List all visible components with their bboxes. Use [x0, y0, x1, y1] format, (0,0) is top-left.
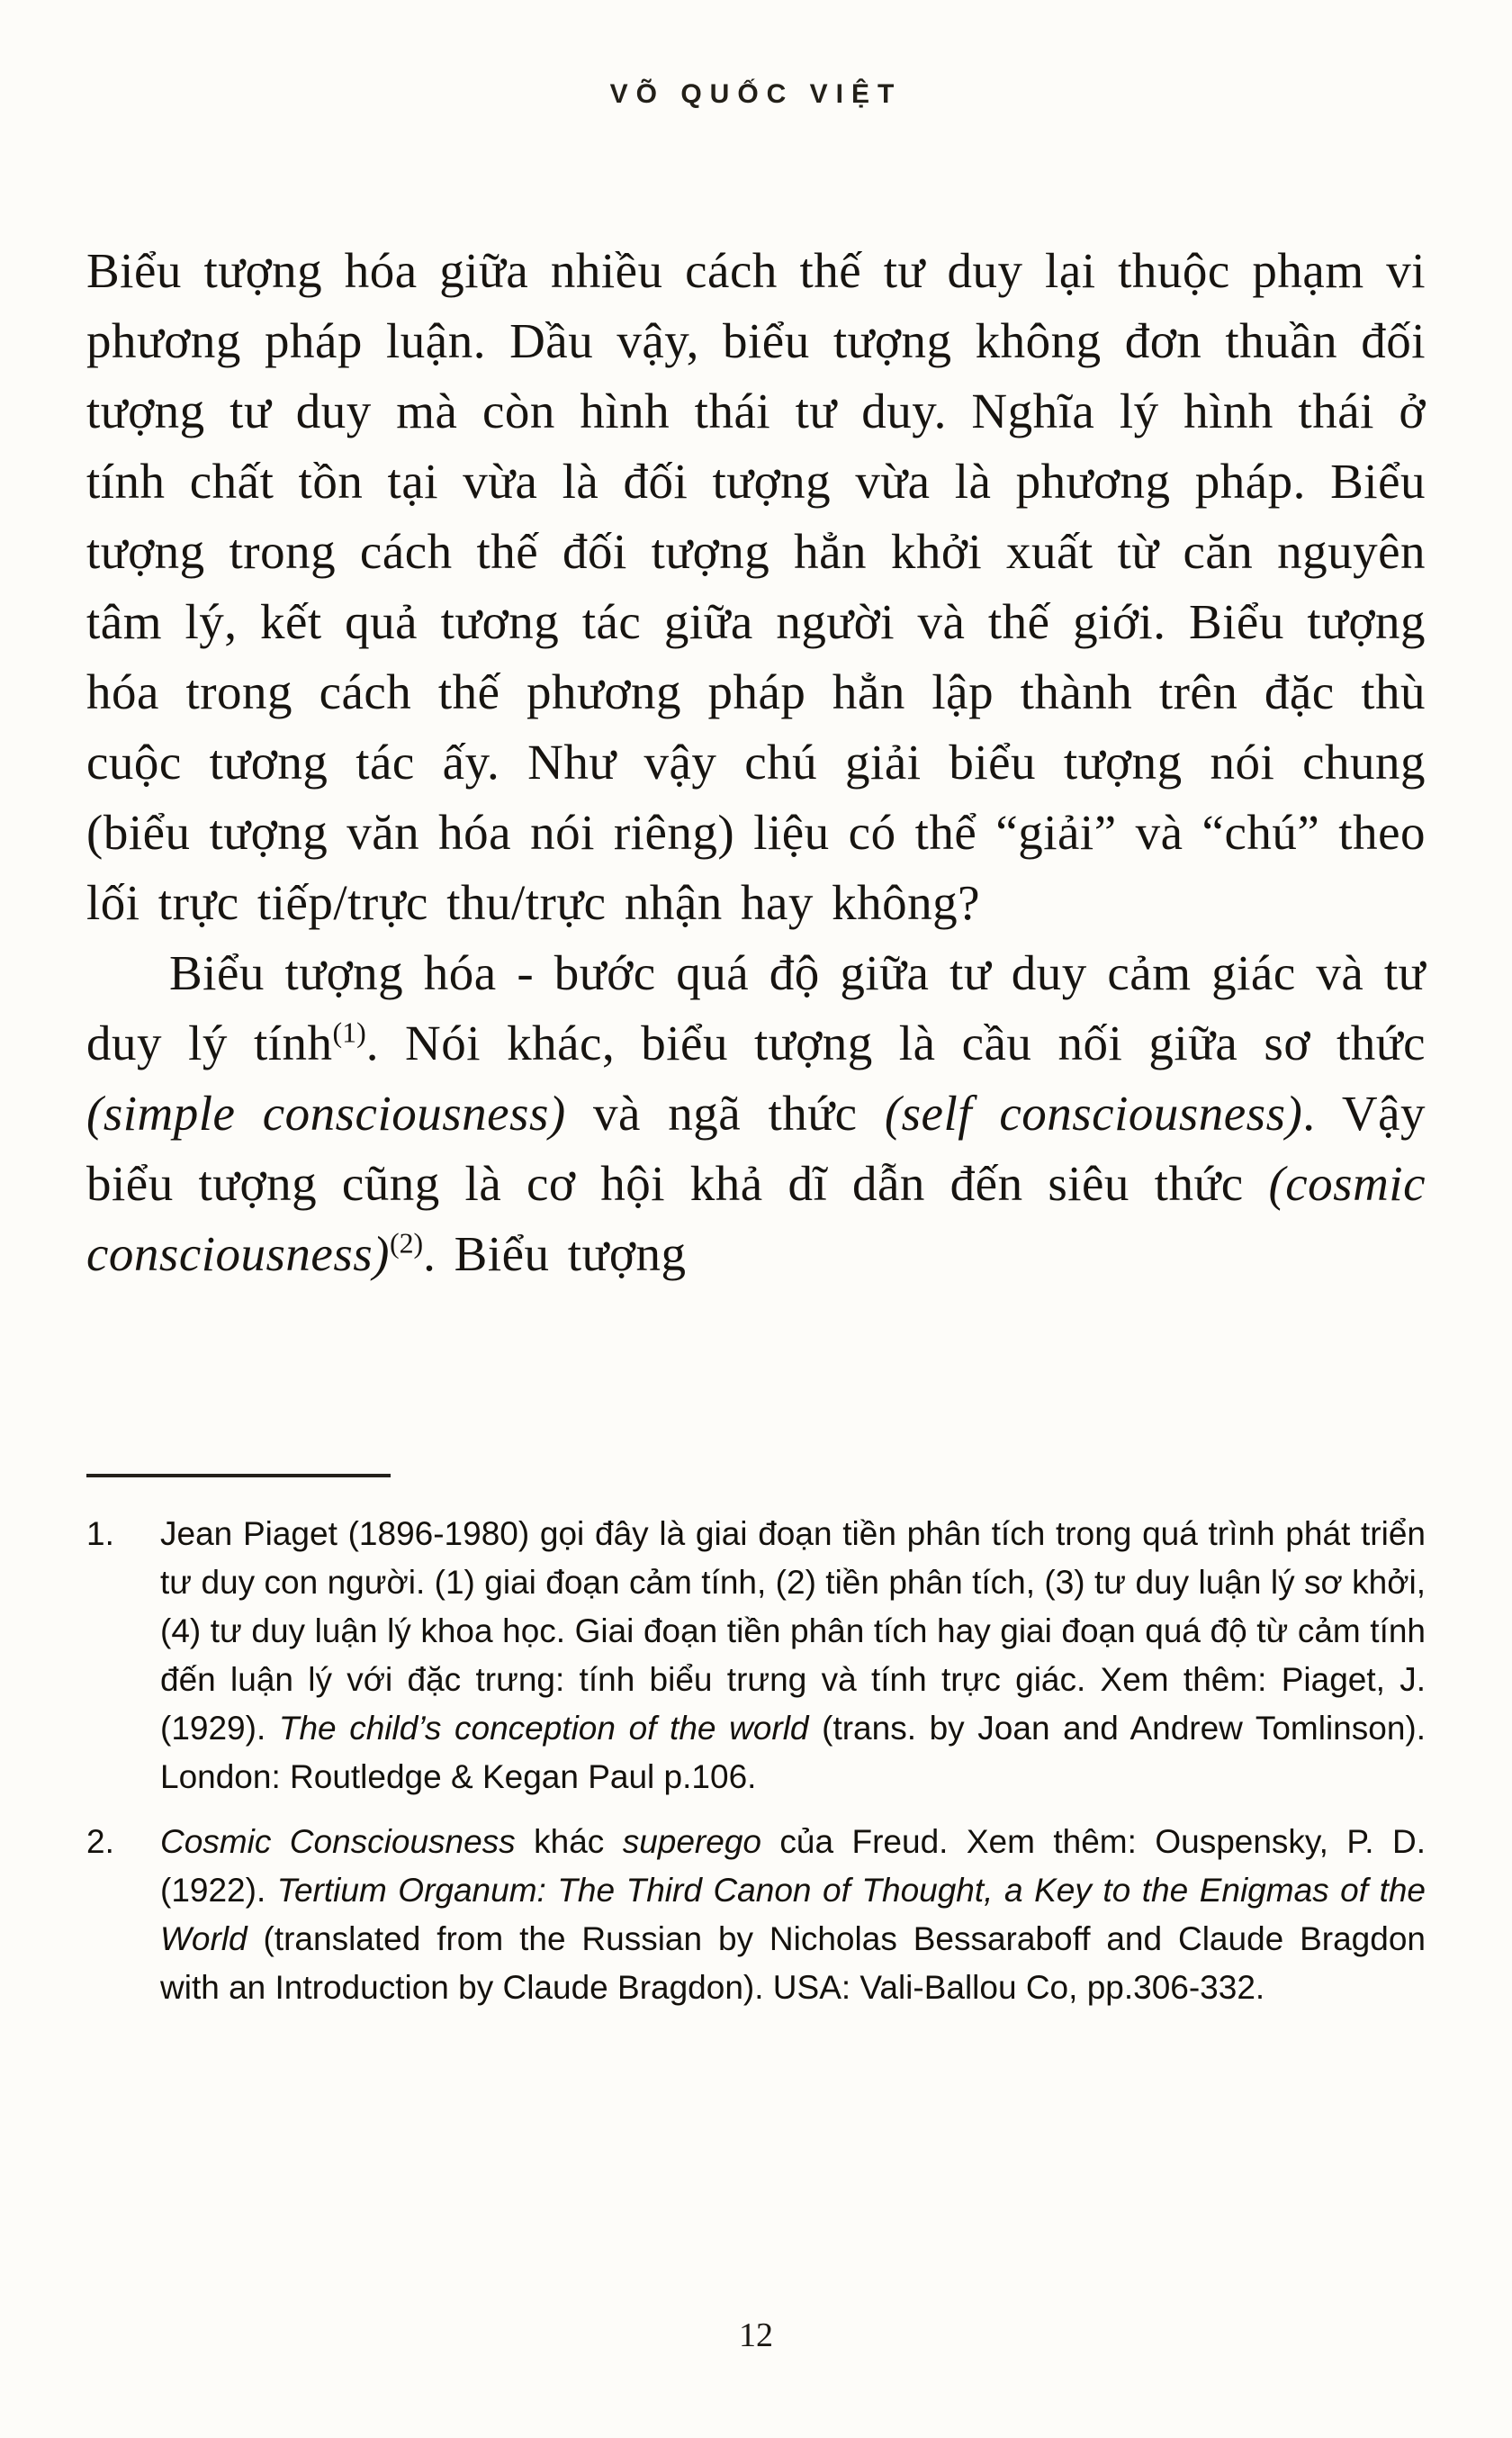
page-number: 12: [739, 2316, 773, 2354]
italic-text-run: Cosmic Consciousness: [160, 1823, 516, 1860]
italic-text-run: (cosmic consciousness): [86, 1156, 1426, 1281]
footnote-text: [160, 1818, 1426, 2012]
italic-text-run: (simple consciousness): [86, 1086, 566, 1141]
footnote-text: [160, 1510, 1426, 1801]
paragraph: [86, 938, 1426, 1289]
italic-text-run: superego: [622, 1823, 761, 1860]
text-run: . Vậy biểu tượng cũng là cơ hội khả dĩ dẫn đến siêu thức: [86, 1086, 1426, 1211]
text-run: Biểu tượng hóa giữa nhiều cách thế tư duy lại thuộc phạm vi phương pháp luận. Dầu vậy, biểu tượng không đơn thuần đối tượng tư duy mà còn hình thái tư duy. Nghĩa lý hình thái ở tính chất tồn tại vừa là đối tượng vừa là phương pháp. Biểu tượng trong cách thế đối tượng hẳn khởi xuất từ căn nguyên tâm lý, kết quả tương tác giữa người và thế giới. Biểu tượng hóa trong cách thế phương pháp hẳn lập thành trên đặc thù cuộc tương tác ấy. Như vậy chú giải biểu tượng nói chung (biểu tượng văn hóa nói riêng) liệu có thể “giải” và “chú” theo lối trực tiếp/trực thu/trực nhận hay không?: [86, 243, 1426, 930]
footnote-item: [86, 1510, 1426, 1801]
italic-text-run: Tertium Organum: The Third Canon of Thought, a Key to the Enigmas of the World: [160, 1872, 1426, 1957]
text-run: (translated from the Russian by Nicholas Bessaraboff and Claude Bragdon with an Introduction by Claude Bragdon). USA: Vali-Ballou Co, pp.306-332.: [160, 1920, 1426, 2006]
footnote-ref: (2): [389, 1227, 424, 1260]
text-run: Biểu tượng hóa - bước quá độ giữa tư duy cảm giác và tư duy lý tính: [86, 945, 1426, 1070]
footnote-number: 1.: [86, 1515, 114, 1552]
text-run: khác: [515, 1823, 623, 1860]
running-head: VÕ QUỐC VIỆT: [609, 79, 903, 109]
italic-text-run: The child’s conception of the world: [278, 1710, 809, 1747]
text-run: và ngã thức: [565, 1086, 885, 1141]
footnote-ref: (1): [332, 1016, 366, 1049]
text-run: Jean Piaget (1896-1980) gọi đây là giai đoạn tiền phân tích trong quá trình phát triển tư duy con người. (1) giai đoạn cảm tính, (2) tiền phân tích, (3) tư duy luận lý sơ khởi, (4) tư duy luận lý khoa học. Giai đoạn tiền phân tích hay giai đoạn quá độ từ cảm tính đến luận lý với đặc trưng: tính biểu trưng và tính trực giác. Xem thêm: Piaget, J. (1929).: [160, 1515, 1426, 1747]
footnote-number: 2.: [86, 1823, 114, 1860]
text-run: . Nói khác, biểu tượng là cầu nối giữa sơ thức: [365, 1016, 1426, 1070]
body-text: [86, 236, 1426, 1289]
footnotes: [86, 1510, 1426, 2012]
footnote-item: [86, 1818, 1426, 2012]
text-run: (trans. by Joan and Andrew Tomlinson). London: Routledge & Kegan Paul p.106.: [160, 1710, 1426, 1795]
paragraph: [86, 236, 1426, 938]
text-run: . Biểu tượng: [423, 1226, 687, 1281]
footnote-separator: [86, 1474, 391, 1477]
text-run: của Freud. Xem thêm: Ouspensky, P. D. (1922).: [160, 1823, 1426, 1909]
italic-text-run: (self consciousness): [884, 1086, 1303, 1141]
